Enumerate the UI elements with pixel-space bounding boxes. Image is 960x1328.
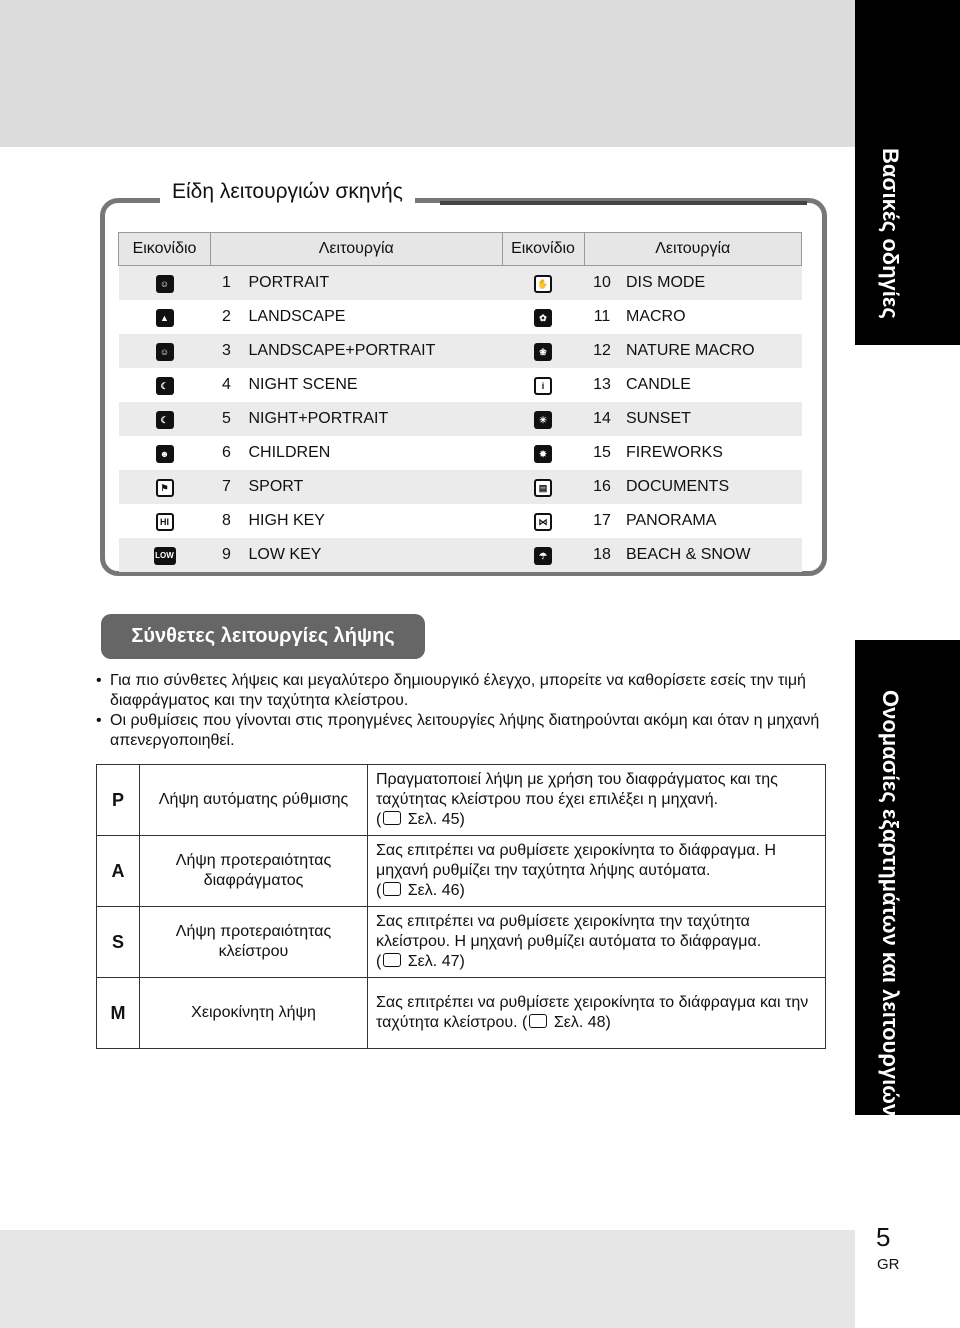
children-icon: ☻: [156, 445, 174, 463]
row-number: 2: [222, 308, 231, 325]
mode-name: NATURE MACRO: [620, 334, 802, 368]
mode-name: Λήψη προτεραιότητας κλείστρου: [140, 907, 368, 978]
row-number: 15: [593, 444, 611, 461]
beach-snow-icon: ☂: [534, 547, 552, 565]
mode-name: DOCUMENTS: [620, 470, 802, 504]
mode-name: PANORAMA: [626, 512, 717, 529]
mode-name: Λήψη προτεραιότητας διαφράγματος: [140, 836, 368, 907]
mode-name: Χειροκίνητη λήψη: [140, 978, 368, 1049]
side-tab-label: Βασικές οδηγίες: [878, 148, 903, 319]
bottom-gray-band: [0, 1230, 855, 1328]
row-number: 16: [584, 470, 620, 504]
macro-icon: ✿: [534, 309, 552, 327]
scene-modes-table: [118, 232, 802, 572]
bullet-list: [96, 671, 826, 751]
panorama-icon: ⋈: [534, 513, 552, 531]
side-tab-basic-guide: [855, 0, 960, 345]
night-scene-icon: ☾: [156, 377, 174, 395]
night-portrait-icon: ☾: [156, 411, 174, 429]
page-reference-icon: [529, 1014, 547, 1028]
row-number: 4: [222, 376, 231, 393]
page-reference: Σελ. 47): [407, 953, 465, 970]
side-tab-label: Ονομασίες εξαρτημάτων και λειτουργιών: [878, 690, 903, 1117]
page-reference-icon: [383, 811, 401, 825]
list-item: • Οι ρυθμίσεις που γίνονται στις προηγμένες λειτουργίες λήψης διατηρούνται ακόμη και όταν η μηχανή απενεργοποιηθεί.: [96, 711, 826, 751]
description-text: Σας επιτρέπει να ρυθμίσετε χειροκίνητα την ταχύτητα κλείστρου. Η μηχανή ρυθμίζει αυτόματα το διάφραγμα.: [376, 913, 762, 950]
sport-icon: ⚑: [156, 479, 174, 497]
row-number: 18: [584, 538, 620, 572]
mode-letter: S: [97, 907, 140, 978]
mode-letter: A: [97, 836, 140, 907]
description-text: Πραγματοποιεί λήψη με χρήση του διαφράγματος και της ταχύτητας κλείστρου που έχει επιλέξει η μηχανή.: [376, 771, 778, 808]
page-reference: Σελ. 45): [407, 811, 465, 828]
mode-name: DIS MODE: [620, 266, 802, 301]
table-row: [119, 368, 802, 402]
row-number: 6: [222, 444, 231, 461]
low-key-icon: LOW: [154, 547, 176, 565]
list-item: • Για πιο σύνθετες λήψεις και μεγαλύτερο δημιουργικό έλεγχο, μπορείτε να καθορίσετε εσείς την τιμή διαφράγματος και την ταχύτητα κλείστρου.: [96, 671, 826, 711]
landscape-portrait-icon: ☺: [156, 343, 174, 361]
advanced-modes-table: [96, 764, 826, 1049]
mode-name: CANDLE: [626, 376, 691, 393]
mode-name: MACRO: [626, 308, 686, 325]
header-icon: Εικονίδιο: [502, 233, 584, 266]
table-row: [119, 402, 802, 436]
mode-letter: P: [97, 765, 140, 836]
documents-icon: ▤: [534, 479, 552, 497]
mode-name: SUNSET: [620, 402, 802, 436]
table-row: [97, 836, 826, 907]
mode-name: Λήψη αυτόματης ρύθμισης: [140, 765, 368, 836]
row-number: 17: [593, 512, 611, 529]
description-text: Σας επιτρέπει να ρυθμίσετε χειροκίνητα το διάφραγμα. Η μηχανή ρυθμίζει την ταχύτητα λήψης αυτόματα.: [376, 842, 776, 879]
mode-description: Πραγματοποιεί λήψη με χρήση του διαφράγματος και της ταχύτητας κλείστρου που έχει επιλέξει η μηχανή. ( Σελ. 45): [368, 765, 826, 836]
header-icon: Εικονίδιο: [119, 233, 211, 266]
table-header-row: [119, 233, 802, 266]
table-row: [119, 470, 802, 504]
table-row: [119, 266, 802, 301]
mode-name: BEACH & SNOW: [620, 538, 802, 572]
mode-name: LANDSCAPE+PORTRAIT: [243, 334, 503, 368]
sunset-icon: ☀: [534, 411, 552, 429]
row-number: 3: [211, 334, 243, 368]
mode-description: Σας επιτρέπει να ρυθμίσετε χειροκίνητα το διάφραγμα και την ταχύτητα κλείστρου. ( Σελ. 48): [368, 978, 826, 1049]
row-number: 11: [593, 308, 611, 325]
row-number: 14: [584, 402, 620, 436]
high-key-icon: HI: [156, 513, 174, 531]
row-number: 1: [211, 266, 243, 301]
landscape-icon: ▲: [156, 309, 174, 327]
mode-name: HIGH KEY: [248, 512, 325, 529]
dis-mode-icon: ✋: [534, 275, 552, 293]
mode-name: FIREWORKS: [626, 444, 723, 461]
row-number: 5: [211, 402, 243, 436]
header-mode: Λειτουργία: [584, 233, 802, 266]
mode-name: CHILDREN: [248, 444, 331, 461]
page-reference-icon: [383, 953, 401, 967]
nature-macro-icon: ❀: [534, 343, 552, 361]
table-row: [97, 907, 826, 978]
row-number: 12: [584, 334, 620, 368]
row-number: 9: [211, 538, 243, 572]
header-mode: Λειτουργία: [211, 233, 503, 266]
description-text: Σας επιτρέπει να ρυθμίσετε χειροκίνητα το διάφραγμα και την ταχύτητα κλείστρου.: [376, 994, 809, 1031]
mode-name: NIGHT SCENE: [248, 376, 358, 393]
table-row: [119, 300, 802, 334]
mode-description: Σας επιτρέπει να ρυθμίσετε χειροκίνητα το διάφραγμα. Η μηχανή ρυθμίζει την ταχύτητα λήψης αυτόματα. ( Σελ. 46): [368, 836, 826, 907]
row-number: 8: [222, 512, 231, 529]
top-gray-band: [0, 0, 855, 147]
table-row: [97, 765, 826, 836]
table-row: [119, 436, 802, 470]
panel-title: Είδη λειτουργιών σκηνής: [160, 180, 415, 204]
table-row: [119, 504, 802, 538]
page-reference: Σελ. 46): [407, 882, 465, 899]
row-number: 7: [211, 470, 243, 504]
side-tab-parts-names: [855, 640, 960, 1115]
panel-title-rule: [440, 201, 807, 205]
row-number: 10: [584, 266, 620, 301]
fireworks-icon: ✸: [534, 445, 552, 463]
table-row: [119, 538, 802, 572]
page-language: GR: [877, 1256, 900, 1273]
table-row: [97, 978, 826, 1049]
mode-name: PORTRAIT: [243, 266, 503, 301]
mode-letter: M: [97, 978, 140, 1049]
section-heading: Σύνθετες λειτουργίες λήψης: [101, 614, 425, 659]
page-number: 5: [876, 1222, 891, 1252]
candle-icon: i: [534, 377, 552, 395]
page-reference-icon: [383, 882, 401, 896]
mode-name: LANDSCAPE: [248, 308, 346, 325]
mode-name: SPORT: [243, 470, 503, 504]
mode-description: Σας επιτρέπει να ρυθμίσετε χειροκίνητα την ταχύτητα κλείστρου. Η μηχανή ρυθμίζει αυτόματα το διάφραγμα. ( Σελ. 47): [368, 907, 826, 978]
page-reference: Σελ. 48): [553, 1014, 611, 1031]
mode-name: LOW KEY: [243, 538, 503, 572]
table-row: [119, 334, 802, 368]
row-number: 13: [593, 376, 611, 393]
portrait-icon: ☺: [156, 275, 174, 293]
mode-name: NIGHT+PORTRAIT: [243, 402, 503, 436]
